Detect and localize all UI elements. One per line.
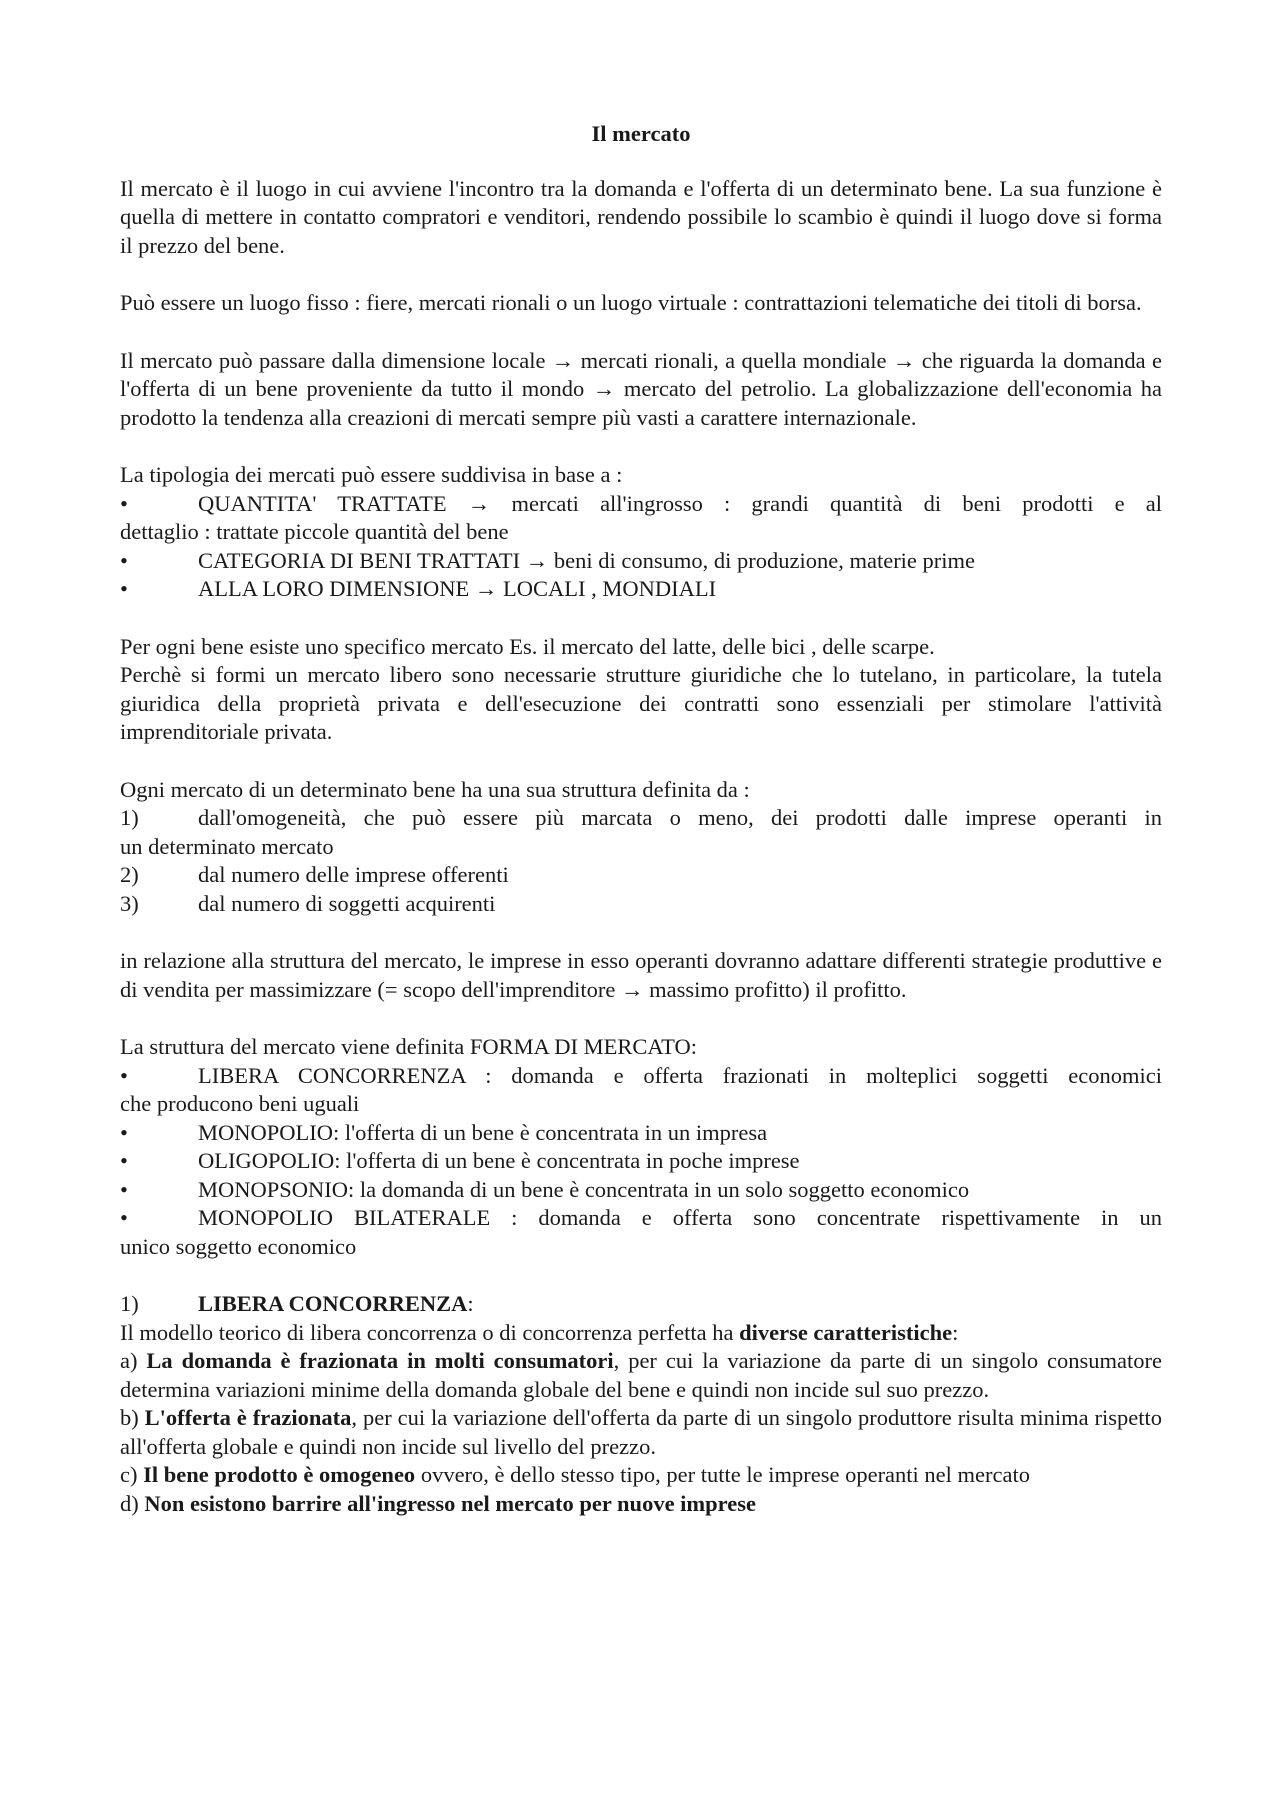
- list-item-continuation: che producono beni uguali: [120, 1091, 360, 1116]
- list-item: [120, 575, 1162, 604]
- tipologia-list: [120, 490, 1162, 604]
- item-letter: b): [120, 1405, 145, 1430]
- section-intro-suffix: :: [952, 1319, 959, 1345]
- item-letter: a): [120, 1348, 147, 1373]
- characteristic-item: [120, 1490, 1162, 1519]
- list-item-continuation: unico soggetto economico: [120, 1233, 357, 1259]
- paragraph-tutela: Perchè si formi un mercato libero sono necessarie strutture giuridiche che lo tutelano, in particolare, la tutela giuridica della proprietà privata e dell'esecuzione dei contratti sono essenziali per stimolare l'attività imprenditoriale privata.: [120, 662, 1162, 744]
- paragraph-dimensione: Il mercato può passare dalla dimensione locale → mercati rionali, a quella mondiale → che riguarda la domanda e l'offerta di un bene proveniente da tutto il mondo → mercato del petrolio. La globalizzazione dell'economia ha prodotto la tendenza alla creazioni di mercati sempre più vasti a carattere internazionale.: [120, 347, 1162, 430]
- list-item-text: CATEGORIA DI BENI TRATTATI → beni di consumo, di produzione, materie prime: [198, 547, 976, 573]
- list-item: [120, 1062, 1162, 1119]
- list-item-text: OLIGOPOLIO: l'offerta di un bene è concentrata in poche imprese: [198, 1148, 800, 1173]
- number-marker: 1): [120, 805, 139, 830]
- characteristic-item: [120, 1461, 1162, 1490]
- number-marker: 2): [120, 862, 139, 887]
- section-intro-bold: diverse caratteristiche: [739, 1319, 953, 1345]
- list-item-text: dal numero di soggetti acquirenti: [198, 890, 496, 916]
- section-number: 1): [120, 1291, 139, 1316]
- paragraph-definition: Il mercato è il luogo in cui avviene l'incontro tra la domanda e l'offerta di un determinato bene. La sua funzione è quella di mettere in contatto compratori e venditori, rendendo possibile lo scambio è quindi il luogo dove si forma il prezzo del bene.: [120, 175, 1162, 258]
- list-item: [120, 1119, 1162, 1148]
- bullet-marker: •: [120, 1119, 128, 1145]
- paragraph-strategie: in relazione alla struttura del mercato, le imprese in esso operanti dovranno adattare differenti strategie produttive e di vendita per massimizzare (= scopo dell'imprenditore → massimo profitto) il profitto.: [120, 948, 1162, 1002]
- list-item-continuation: un determinato mercato: [120, 833, 334, 859]
- bullet-marker: •: [120, 1062, 128, 1088]
- list-item-text: dall'omogeneità, che può essere più marcata o meno, dei prodotti dalle imprese operanti in: [198, 805, 1162, 830]
- item-bold: Non esistono barrire all'ingresso nel mercato per nuove imprese: [144, 1490, 756, 1516]
- list-item: [120, 490, 1162, 547]
- item-letter: c): [120, 1462, 144, 1487]
- list-item: [120, 1147, 1162, 1176]
- struttura-list: [120, 804, 1162, 918]
- paragraph-esempio: Per ogni bene esiste uno specifico mercato Es. il mercato del latte, delle bici , delle scarpe.: [120, 633, 935, 659]
- list-item: [120, 1176, 1162, 1205]
- list-item-text: MONOPOLIO BILATERALE : domanda e offerta sono concentrate rispettivamente in un: [198, 1205, 1162, 1230]
- list-item-text: QUANTITA' TRATTATE → mercati all'ingrosso : grandi quantità di beni prodotti e al: [198, 490, 1162, 516]
- item-bold: La domanda è frazionata in molti consumatori: [146, 1348, 614, 1373]
- bullet-marker: •: [120, 547, 128, 573]
- section-intro-text: Il modello teorico di libera concorrenza o di concorrenza perfetta ha: [120, 1319, 740, 1345]
- list-item: [120, 861, 1162, 890]
- list-item-text: dal numero delle imprese offerenti: [198, 862, 509, 887]
- bullet-marker: •: [120, 1148, 128, 1173]
- list-item-continuation: dettaglio : trattate piccole quantità del bene: [120, 519, 509, 544]
- characteristic-item: [120, 1404, 1162, 1461]
- forme-list: [120, 1062, 1162, 1262]
- section-intro: [120, 1319, 1162, 1348]
- tipologia-intro: La tipologia dei mercati può essere suddivisa in base a :: [120, 462, 623, 487]
- number-marker: 3): [120, 890, 139, 916]
- forma-intro: La struttura del mercato viene definita FORMA DI MERCATO:: [120, 1034, 697, 1059]
- item-letter: d): [120, 1490, 145, 1516]
- list-item-text: MONOPSONIO: la domanda di un bene è concentrata in un solo soggetto economico: [198, 1176, 970, 1202]
- list-item-text: MONOPOLIO: l'offerta di un bene è concentrata in un impresa: [198, 1119, 768, 1145]
- section-heading-suffix: :: [467, 1291, 474, 1316]
- bullet-marker: •: [120, 490, 128, 516]
- bullet-marker: •: [120, 1176, 128, 1202]
- paragraph-luogo: Può essere un luogo fisso : fiere, mercati rionali o un luogo virtuale : contrattazioni telematiche dei titoli di borsa.: [120, 290, 1142, 315]
- list-item: [120, 1204, 1162, 1261]
- characteristic-item: [120, 1347, 1162, 1404]
- item-bold: L'offerta è frazionata: [144, 1405, 352, 1430]
- item-text: , per cui la variazione da parte di un singolo consumatore determina variazioni minime della domanda globale del bene e quindi non incide sul suo prezzo.: [120, 1348, 1163, 1402]
- item-bold: Il bene prodotto è omogeneo: [143, 1462, 416, 1487]
- list-item-text: ALLA LORO DIMENSIONE → LOCALI , MONDIALI: [198, 576, 717, 601]
- section-heading-text: LIBERA CONCORRENZA: [198, 1291, 468, 1316]
- section-heading: [120, 1290, 1162, 1319]
- list-item: [120, 547, 1162, 576]
- list-item: [120, 890, 1162, 919]
- list-item: [120, 804, 1162, 861]
- struttura-intro: Ogni mercato di un determinato bene ha una sua struttura definita da :: [120, 776, 750, 802]
- bullet-marker: •: [120, 576, 128, 601]
- list-item-text: LIBERA CONCORRENZA : domanda e offerta frazionati in molteplici soggetti economici: [198, 1062, 1162, 1088]
- document-title: Il mercato: [591, 121, 691, 146]
- item-text: ovvero, è dello stesso tipo, per tutte le imprese operanti nel mercato: [415, 1462, 1030, 1487]
- item-text: , per cui la variazione dell'offerta da parte di un singolo produttore risulta minima rispetto all'offerta globale e quindi non incide sul livello del prezzo.: [120, 1405, 1162, 1459]
- bullet-marker: •: [120, 1205, 128, 1230]
